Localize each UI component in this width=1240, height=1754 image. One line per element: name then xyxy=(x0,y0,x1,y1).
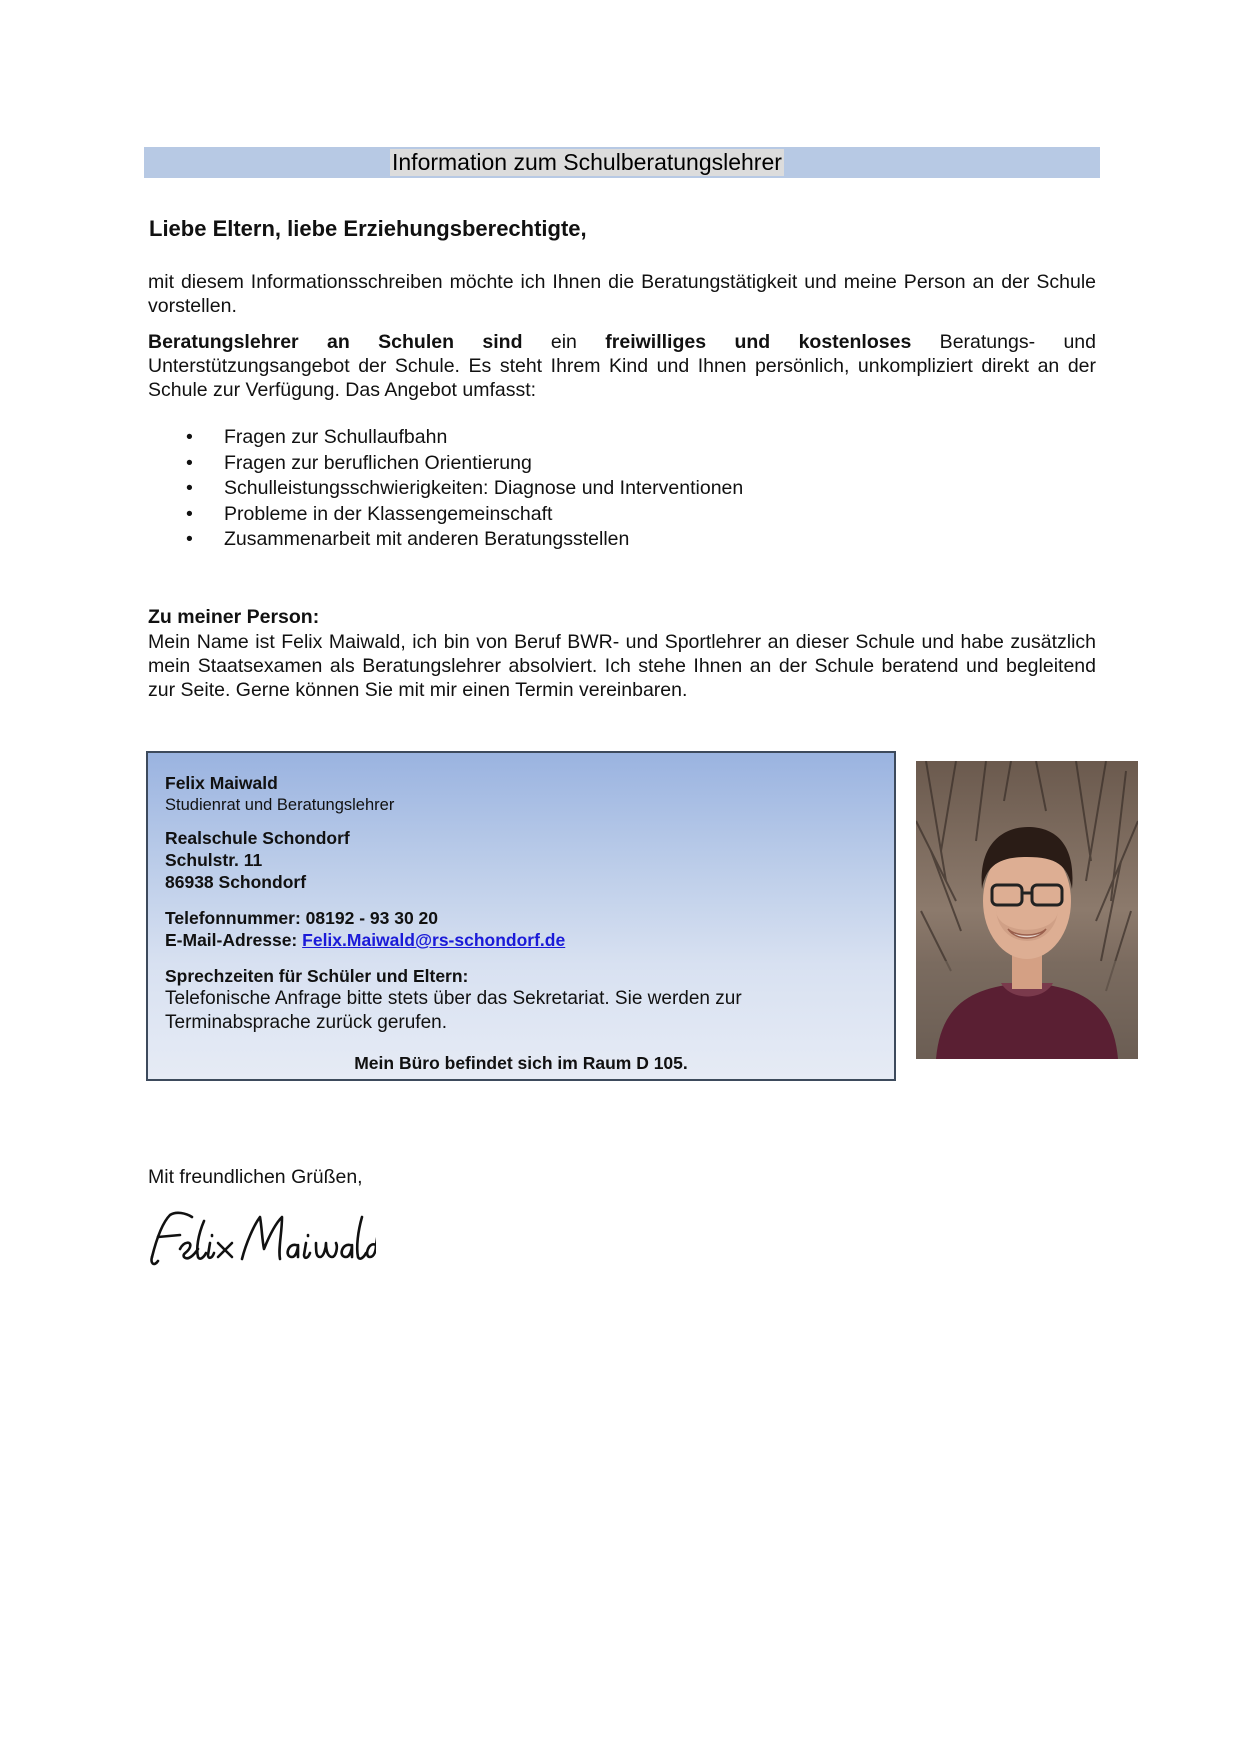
title-band xyxy=(144,147,1100,178)
page-title: Information zum Schulberatungslehrer xyxy=(392,149,782,175)
bullet-icon: • xyxy=(186,451,193,474)
list-item: • Zusammenarbeit mit anderen Beratungsstellen xyxy=(186,527,743,553)
offer-bold-2: freiwilliges und kostenloses xyxy=(605,331,912,353)
list-item: • Fragen zur beruflichen Orientierung xyxy=(186,451,743,477)
bullet-icon: • xyxy=(186,426,193,448)
office-hours-text: Telefonische Anfrage bitte stets über das Sekretariat. Sie werden zur Terminabsprache zurück gerufen. xyxy=(165,988,742,1033)
offer-bold-1: Beratungslehrer an Schulen sind xyxy=(148,331,523,353)
offer-text-2: Beratungs- und Unterstützungsangebot der Schule. Es steht Ihrem Kind und Ihnen persönlich, unkompliziert direkt an der Schule zur Verfügung. Das Angebot umfasst: xyxy=(148,331,1096,401)
list-item: • Fragen zur Schullaufbahn xyxy=(186,425,743,451)
bullet-icon: • xyxy=(186,502,193,525)
offer-paragraph xyxy=(148,330,1096,402)
salutation: Liebe Eltern, liebe Erziehungsberechtigte, xyxy=(149,216,587,241)
person-paragraph: Mein Name ist Felix Maiwald, ich bin von Beruf BWR- und Sportlehrer an dieser Schule und habe zusätzlich mein Staatsexamen als Beratungslehrer absolviert. Ich stehe Ihnen an der Schule beratend und begleitend zur Seite. Gerne können Sie mit mir einen Termin vereinbaren. xyxy=(148,631,1096,701)
contact-card xyxy=(146,751,896,1081)
list-item: • Schulleistungsschwierigkeiten: Diagnose und Interventionen xyxy=(186,476,743,502)
phone-number: 08192 - 93 30 20 xyxy=(305,908,439,928)
school-city: 86938 Schondorf xyxy=(165,872,307,892)
closing: Mit freundlichen Grüßen, xyxy=(148,1166,363,1188)
list-item: • Probleme in der Klassengemeinschaft xyxy=(186,502,743,528)
school-name: Realschule Schondorf xyxy=(165,828,350,848)
phone-line xyxy=(165,907,565,929)
person-heading: Zu meiner Person: xyxy=(148,606,320,628)
school-address xyxy=(165,827,350,893)
contact-role: Studienrat und Beratungslehrer xyxy=(165,796,395,814)
portrait-photo xyxy=(916,761,1138,1059)
offer-list xyxy=(186,425,743,553)
contact-details xyxy=(165,907,565,951)
signature xyxy=(146,1205,376,1275)
offer-text-1: ein xyxy=(522,331,606,353)
contact-name: Felix Maiwald xyxy=(165,773,278,793)
bullet-icon: • xyxy=(186,477,193,499)
email-line xyxy=(165,929,565,951)
school-street: Schulstr. 11 xyxy=(165,850,263,870)
email-label: E-Mail-Adresse: xyxy=(165,930,298,950)
email-link[interactable]: Felix.Maiwald@rs-schondorf.de xyxy=(302,930,566,950)
intro-paragraph: mit diesem Informationsschreiben möchte ich Ihnen die Beratungstätigkeit und meine Person an der Schule vorstellen. xyxy=(148,271,1096,317)
phone-label: Telefonnummer: xyxy=(165,908,301,928)
office-hours-heading: Sprechzeiten für Schüler und Eltern: xyxy=(165,966,469,986)
office-room: Mein Büro befindet sich im Raum D 105. xyxy=(354,1053,688,1073)
bullet-icon: • xyxy=(186,528,193,550)
